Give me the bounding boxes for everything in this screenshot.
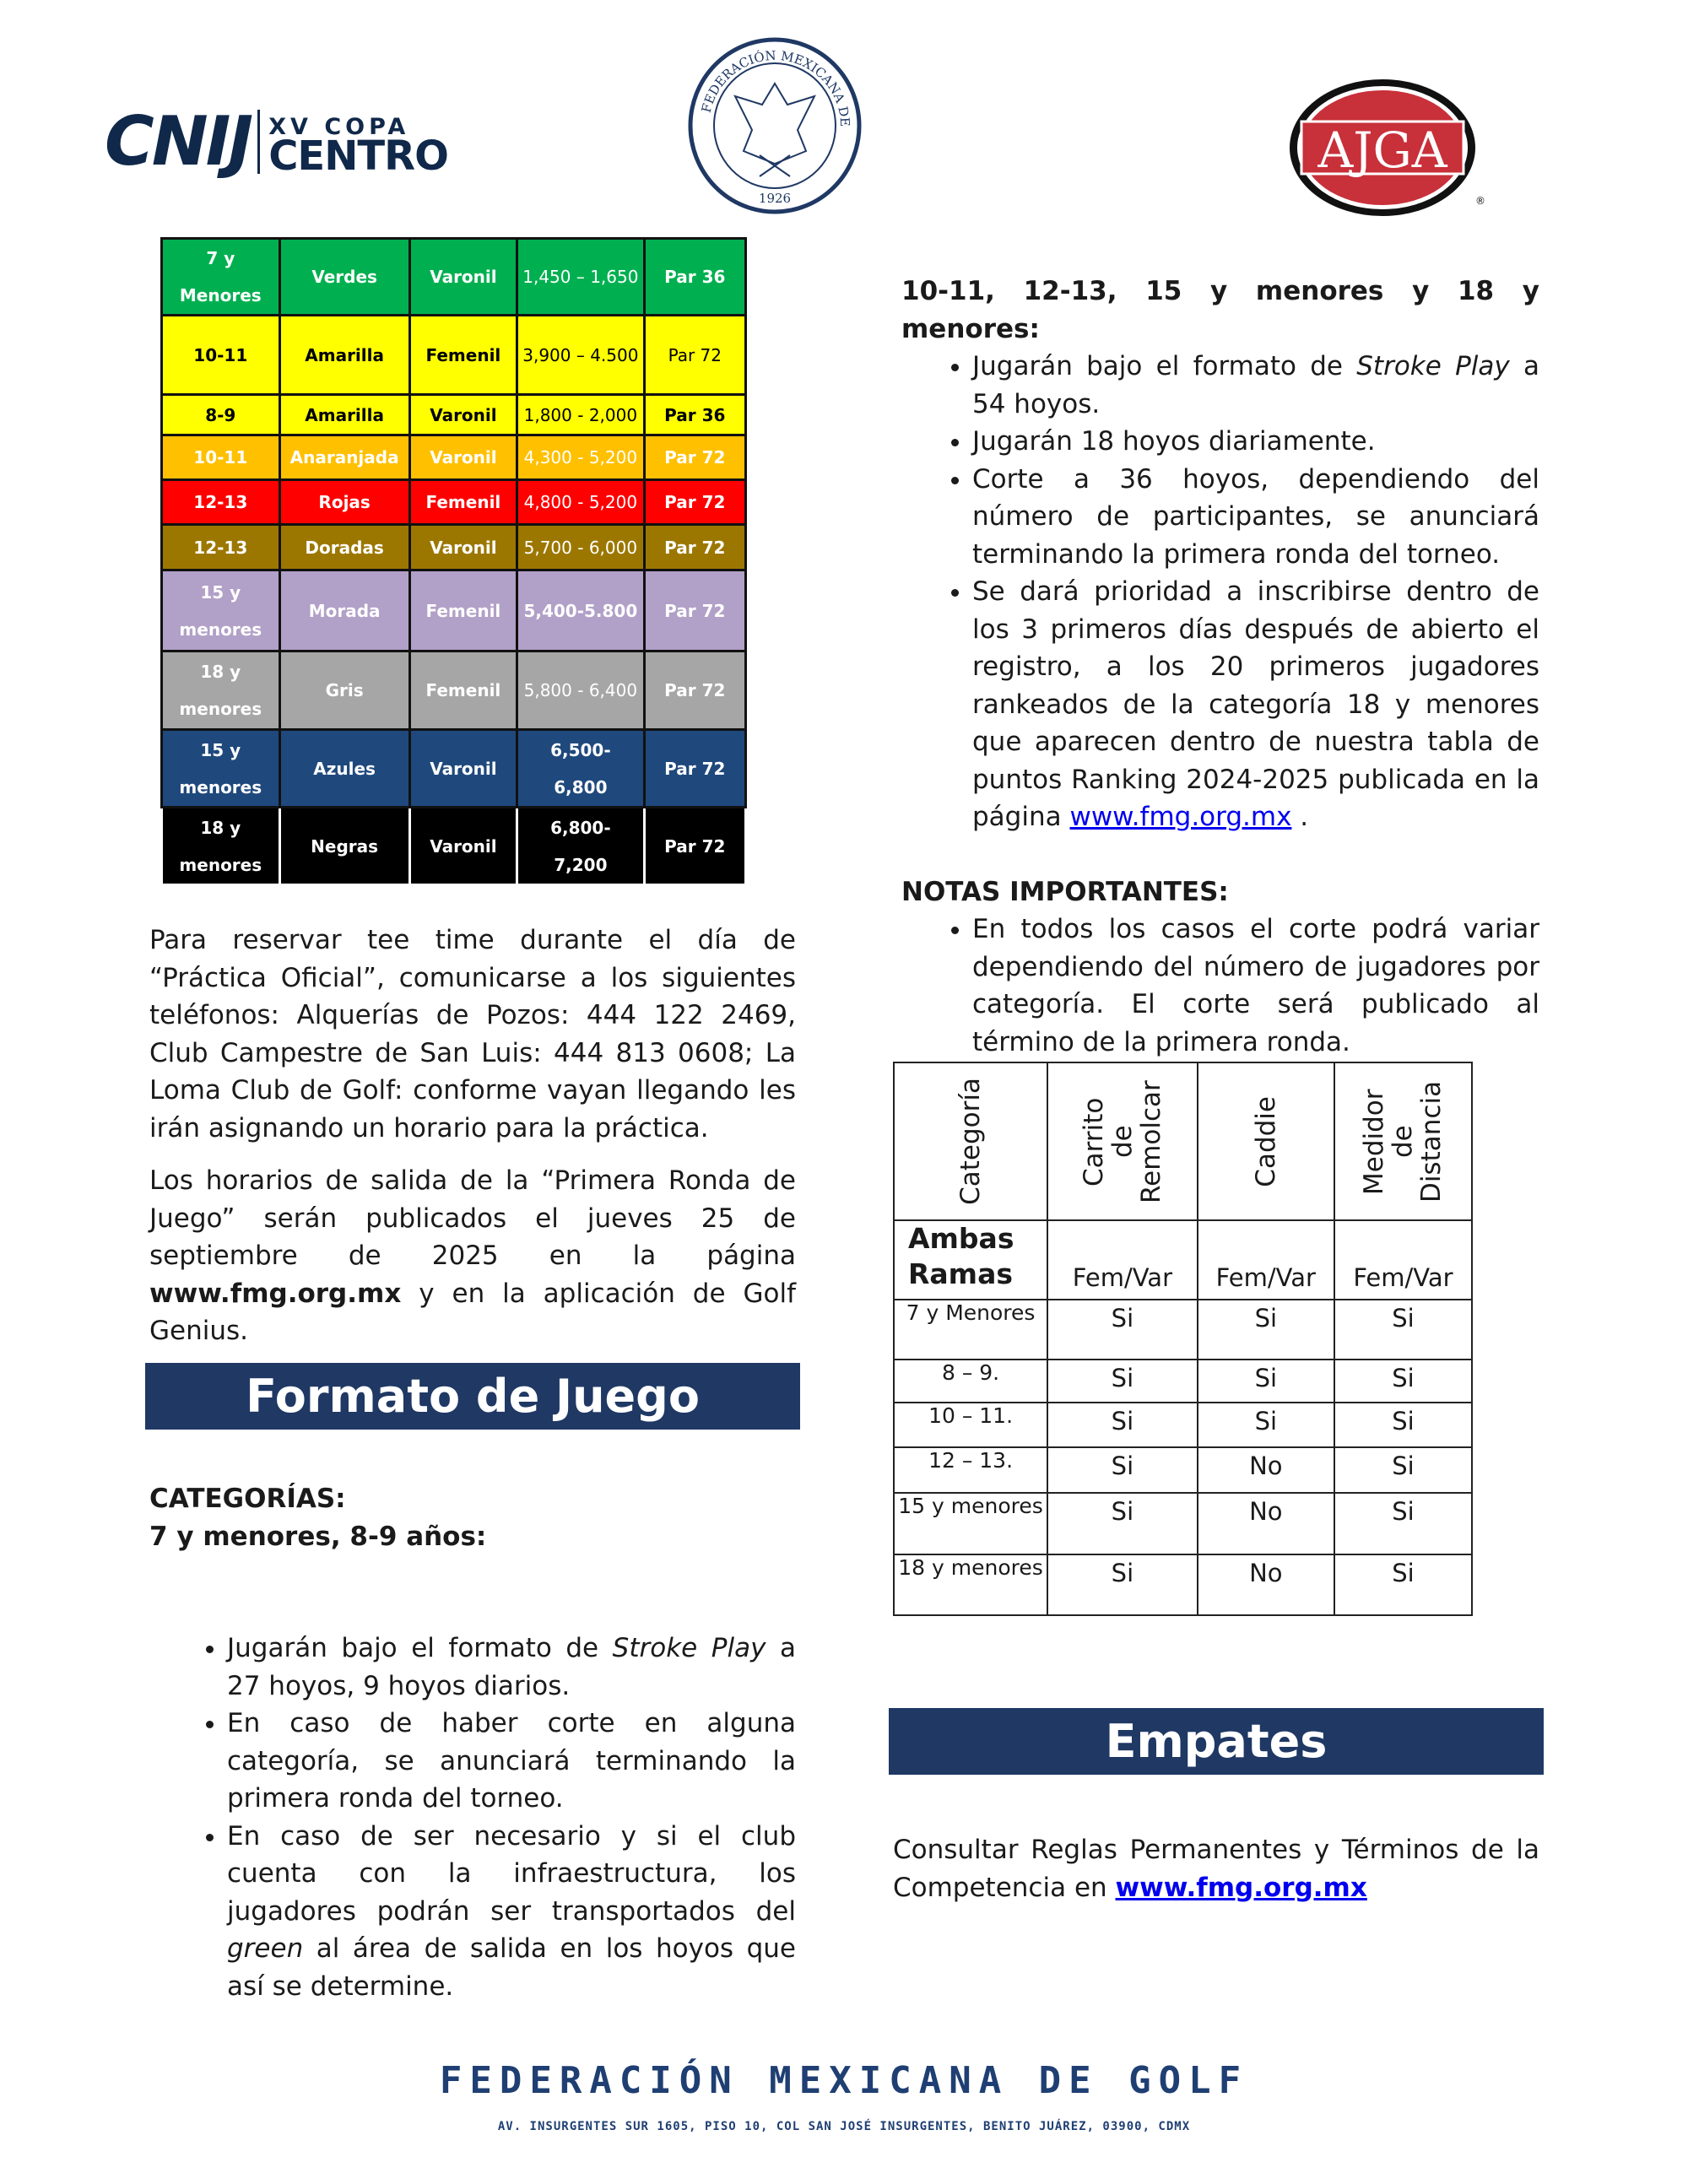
equipment-value-cell: Si (1047, 1493, 1198, 1554)
equipment-header-row (894, 1062, 1472, 1220)
tees-cell-dist: 4,300 - 5,200 (517, 435, 644, 480)
young-rules-list (149, 1630, 796, 2005)
categories-heading: CATEGORÍAS: (149, 1484, 346, 1514)
header-carrito: Carrito de Remolcar (1078, 1079, 1166, 1203)
tees-row (162, 316, 746, 395)
equipment-row (894, 1554, 1472, 1615)
equipment-value-cell: Si (1334, 1447, 1472, 1493)
cnij-sub2: CENTRO (268, 132, 448, 180)
equipment-category-cell: 15 y menores (894, 1493, 1047, 1554)
tees-row (162, 730, 746, 808)
tees-cell-color: Gris (279, 651, 409, 730)
tees-row (162, 239, 746, 316)
tees-cell-color: Azules (279, 730, 409, 808)
tees-cell-rama: Varonil (409, 808, 517, 885)
svg-text:FEDERACIÓN MEXICANA DE GOLF: FEDERACIÓN MEXICANA DE (698, 47, 853, 127)
sub-cell: Fem/Var (1334, 1220, 1472, 1300)
tees-cell-par: Par 72 (644, 651, 745, 730)
svg-text:®: ® (1475, 195, 1485, 207)
tees-cell-par: Par 72 (644, 808, 745, 885)
tees-cell-cat: 18 y menores (162, 808, 280, 885)
tees-cell-cat: 15 y menores (162, 570, 280, 651)
tees-cell-rama: Varonil (409, 395, 517, 435)
tees-cell-color: Anaranjada (279, 435, 409, 480)
list-item: • Jugarán bajo el formato de Stroke Play a 54 hoyos. (972, 348, 1539, 423)
tees-cell-rama: Femenil (409, 570, 517, 651)
cnij-sub1: XV COPA (268, 114, 410, 140)
header-categoria: Categoría (955, 1078, 987, 1205)
equipment-row (894, 1493, 1472, 1554)
list-item: • En todos los casos el corte podrá variar dependiendo del número de jugadores por categoría. El corte será publicado al término de la primera ronda. (972, 911, 1539, 1061)
logo-divider (257, 110, 260, 174)
tees-cell-par: Par 72 (644, 480, 745, 525)
tees-cell-cat: 7 y Menores (162, 239, 280, 316)
svg-text:AJGA: AJGA (1317, 122, 1447, 179)
footer-address: AV. INSURGENTES SUR 1605, PISO 10, COL SAN JOSÉ INSURGENTES, BENITO JUÁREZ, 03900, CDMX (497, 2120, 1191, 2133)
tees-row (162, 480, 746, 525)
equipment-value-cell: Si (1047, 1300, 1198, 1360)
right-rules-section (901, 273, 1539, 1061)
ambas-ramas-label: Ambas Ramas (894, 1220, 1047, 1300)
list-item: • En caso de ser necesario y si el club cuenta con la infraestructura, los jugadores podrán ser transportados del green al área de salida en los hoyos que así se determine. (227, 1818, 796, 2006)
tees-cell-dist: 1,800 - 2,000 (517, 395, 644, 435)
tees-row (162, 651, 746, 730)
equipment-value-cell: No (1198, 1554, 1334, 1615)
tees-cell-dist: 5,400-5.800 (517, 570, 644, 651)
equipment-value-cell: No (1198, 1493, 1334, 1554)
left-paragraphs (149, 922, 796, 1365)
fmg-link[interactable]: www.fmg.org.mx (1069, 802, 1292, 832)
tees-cell-color: Verdes (279, 239, 409, 316)
equipment-value-cell: Si (1047, 1447, 1198, 1493)
tees-cell-cat: 8-9 (162, 395, 280, 435)
header-caddie: Caddie (1250, 1095, 1281, 1187)
cnij-logo-text: CNIJ (105, 102, 252, 181)
equipment-table (893, 1062, 1473, 1616)
equipment-value-cell: Si (1334, 1493, 1472, 1554)
header-medidor: Medidor de Distancia (1359, 1080, 1447, 1203)
tees-cell-rama: Varonil (409, 239, 517, 316)
equipment-value-cell: Si (1334, 1300, 1472, 1360)
equipment-category-cell: 7 y Menores (894, 1300, 1047, 1360)
tees-cell-rama: Femenil (409, 651, 517, 730)
notes-list (901, 911, 1539, 1061)
tees-cell-rama: Varonil (409, 435, 517, 480)
tees-cell-par: Par 72 (644, 435, 745, 480)
notes-heading: NOTAS IMPORTANTES: (901, 876, 1229, 907)
tees-row (162, 395, 746, 435)
footer-title: FEDERACIÓN MEXICANA DE GOLF (439, 2059, 1249, 2102)
tees-cell-dist: 6,500- 6,800 (517, 730, 644, 808)
tees-cell-color: Negras (279, 808, 409, 885)
tees-cell-rama: Varonil (409, 730, 517, 808)
tees-cell-par: Par 72 (644, 730, 745, 808)
tees-cell-dist: 1,450 – 1,650 (517, 239, 644, 316)
tees-cell-cat: 12-13 (162, 480, 280, 525)
tees-cell-rama: Femenil (409, 316, 517, 395)
equipment-value-cell: Si (1334, 1360, 1472, 1403)
list-item: • En caso de haber corte en alguna categoría, se anunciará terminando la primera ronda del torneo. (227, 1705, 796, 1818)
tees-cell-cat: 10-11 (162, 435, 280, 480)
fmg-seal-logo (688, 37, 862, 214)
equipment-value-cell: Si (1047, 1403, 1198, 1447)
tees-cell-par: Par 72 (644, 525, 745, 570)
fmg-link-bold[interactable]: www.fmg.org.mx (1115, 1872, 1367, 1903)
equipment-value-cell: Si (1334, 1554, 1472, 1615)
list-item: • Corte a 36 hoyos, dependiendo del número de participantes, se anunciará terminando la primera ronda del torneo. (972, 461, 1539, 574)
tees-cell-cat: 12-13 (162, 525, 280, 570)
equipment-row (894, 1447, 1472, 1493)
equipment-row (894, 1300, 1472, 1360)
equipment-value-cell: Si (1198, 1300, 1334, 1360)
equipment-value-cell: Si (1047, 1554, 1198, 1615)
formato-banner: Formato de Juego (145, 1363, 800, 1430)
tees-cell-par: Par 36 (644, 239, 745, 316)
tees-cell-cat: 18 y menores (162, 651, 280, 730)
tees-cell-color: Amarilla (279, 395, 409, 435)
equipment-value-cell: Si (1334, 1403, 1472, 1447)
tees-cell-par: Par 72 (644, 570, 745, 651)
practice-paragraph: Para reservar tee time durante el día de “Práctica Oficial”, comunicarse a los siguientes teléfonos: Alquerías de Pozos: 444 122 2469, Club Campestre de San Luis: 444 813 0608; La Loma Club de Golf: conforme vayan llegando les irán asignando un horario para la práctica. (149, 925, 796, 1143)
cnij-logo (105, 102, 448, 181)
tees-cell-dist: 5,700 - 6,000 (517, 525, 644, 570)
tees-cell-dist: 6,800- 7,200 (517, 808, 644, 885)
equipment-value-cell: No (1198, 1447, 1334, 1493)
tees-cell-color: Morada (279, 570, 409, 651)
list-item: • Jugarán bajo el formato de Stroke Play a 27 hoyos, 9 hoyos diarios. (227, 1630, 796, 1705)
tees-cell-par: Par 36 (644, 395, 745, 435)
fmg-site-text: www.fmg.org.mx (149, 1278, 402, 1309)
list-item: • Jugarán 18 hoyos diariamente. (972, 423, 1539, 461)
tees-cell-cat: 15 y menores (162, 730, 280, 808)
tees-row (162, 525, 746, 570)
tees-row (162, 808, 746, 885)
tees-row (162, 435, 746, 480)
list-item: • Se dará prioridad a inscribirse dentro de los 3 primeros días después de abierto el registro, a los 20 primeros jugadores rankeados de la categoría 18 y menores que aparecen dentro de nuestra tabla de puntos Ranking 2024-2025 publicada en la página www.fmg.org.mx . (972, 573, 1539, 836)
tees-cell-dist: 4,800 - 5,200 (517, 480, 644, 525)
tees-cell-par: Par 72 (644, 316, 745, 395)
sub-cell: Fem/Var (1198, 1220, 1334, 1300)
equipment-value-cell: Si (1198, 1360, 1334, 1403)
tees-cell-rama: Varonil (409, 525, 517, 570)
tees-table (160, 237, 747, 886)
older-categories-heading: 10-11, 12-13, 15 y menores y 18 y menores: (901, 276, 1539, 344)
ajga-logo (1288, 78, 1484, 221)
equipment-row (894, 1360, 1472, 1403)
equipment-value-cell: Si (1198, 1403, 1334, 1447)
tees-cell-dist: 5,800 - 6,400 (517, 651, 644, 730)
categories-section (149, 1480, 796, 2005)
equipment-value-cell: Si (1047, 1360, 1198, 1403)
tees-cell-color: Doradas (279, 525, 409, 570)
tees-row (162, 570, 746, 651)
svg-text:1926: 1926 (758, 191, 792, 206)
young-categories-heading: 7 y menores, 8-9 años: (149, 1521, 487, 1552)
equipment-category-cell: 18 y menores (894, 1554, 1047, 1615)
equipment-category-cell: 12 – 13. (894, 1447, 1047, 1493)
sub-cell: Fem/Var (1047, 1220, 1198, 1300)
equipment-category-cell: 10 – 11. (894, 1403, 1047, 1447)
equipment-row (894, 1403, 1472, 1447)
older-rules-list (901, 348, 1539, 836)
schedule-paragraph: Los horarios de salida de la “Primera Ronda de Juego” serán publicados el jueves 25 de septiembre de 2025 en la página www.fmg.org.mx y en la aplicación de Golf Genius. (149, 1165, 796, 1346)
tees-cell-color: Rojas (279, 480, 409, 525)
equipment-subheader-row (894, 1220, 1472, 1300)
tees-cell-rama: Femenil (409, 480, 517, 525)
equipment-category-cell: 8 – 9. (894, 1360, 1047, 1403)
tees-cell-dist: 3,900 – 4.500 (517, 316, 644, 395)
empates-banner: Empates (889, 1708, 1544, 1775)
tees-cell-cat: 10-11 (162, 316, 280, 395)
tiebreak-paragraph: Consultar Reglas Permanentes y Términos de la Competencia en www.fmg.org.mx (893, 1835, 1539, 1903)
tees-cell-color: Amarilla (279, 316, 409, 395)
